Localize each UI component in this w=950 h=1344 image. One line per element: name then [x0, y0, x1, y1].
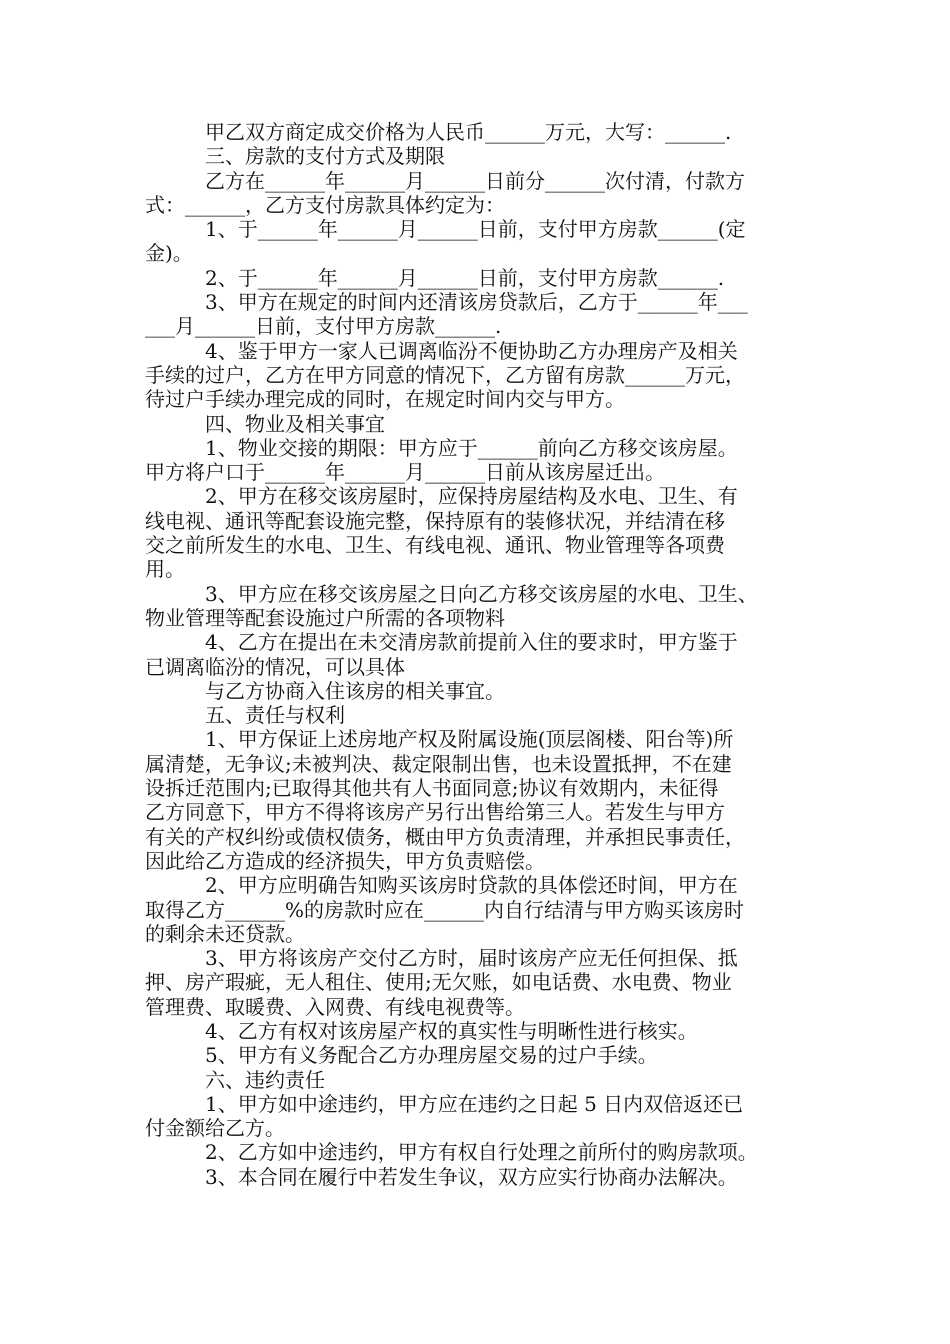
- text-line: 3、甲方将该房产交付乙方时，届时该房产应无任何担保、抵: [145, 946, 738, 971]
- text-line: 3、甲方在规定的时间内还清该房贷款后，乙方于______年___: [145, 290, 748, 315]
- text-line: 2、甲方应明确告知购买该房时贷款的具体偿还时间，甲方在: [145, 873, 738, 898]
- text-line: 押、房产瑕疵，无人租住、使用;无欠账，如电话费、水电费、物业: [145, 970, 732, 995]
- text-line: 交之前所发生的水电、卫生、有线电视、通讯、物业管理等各项费: [145, 533, 725, 558]
- text-line: 因此给乙方造成的经济损失，甲方负责赔偿。: [145, 848, 545, 873]
- text-line: 设拆迁范围内;已取得其他共有人书面同意;协议有效期内，未征得: [145, 776, 719, 801]
- text-line: 物业管理等配套设施过户所需的各项物料: [145, 605, 505, 630]
- text-line: 乙方同意下，甲方不得将该房产另行出售给第三人。若发生与甲方: [145, 800, 725, 825]
- text-line: 的剩余未还贷款。: [145, 921, 305, 946]
- contract-body: [145, 120, 810, 1189]
- text-line: 1、甲方保证上述房地产权及附属设施(顶层阁楼、阳台等)所: [145, 727, 734, 752]
- text-line: 六、违约责任: [145, 1067, 325, 1092]
- text-line: 式：______，乙方支付房款具体约定为：: [145, 192, 505, 217]
- text-line: 管理费、取暖费、入网费、有线电视费等。: [145, 994, 525, 1019]
- text-line: 已调离临汾的情况，可以具体: [145, 654, 405, 679]
- text-line: 5、甲方有义务配合乙方办理房屋交易的过户手续。: [145, 1043, 658, 1068]
- text-line: ___月______日前，支付甲方房款______.: [145, 314, 502, 339]
- text-line: 2、乙方如中途违约，甲方有权自行处理之前所付的购房款项。: [145, 1140, 758, 1165]
- text-line: 甲乙双方商定成交价格为人民币______万元，大写：______.: [145, 120, 732, 144]
- text-line: 用。: [145, 557, 185, 582]
- text-line: 2、甲方在移交该房屋时，应保持房屋结构及水电、卫生、有: [145, 484, 738, 509]
- text-line: 3、甲方应在移交该房屋之日向乙方移交该房屋的水电、卫生、: [145, 581, 758, 606]
- text-line: 待过户手续办理完成的同时，在规定时间内交与甲方。: [145, 387, 625, 412]
- text-line: 线电视、通讯等配套设施完整，保持原有的装修状况，并结清在移: [145, 508, 725, 533]
- text-line: 乙方在______年______月______日前分______次付清，付款方: [145, 168, 745, 193]
- text-line: 1、物业交接的期限：甲方应于______前向乙方移交该房屋。: [145, 435, 738, 460]
- text-line: 2、于______年______月______日前，支付甲方房款______.: [145, 265, 725, 290]
- text-line: 4、鉴于甲方一家人已调离临汾不便协助乙方办理房产及相关: [145, 338, 738, 363]
- text-line: 1、于______年______月______日前，支付甲方房款______(定: [145, 217, 746, 242]
- text-line: 属清楚，无争议;未被判决、裁定限制出售，也未设置抵押，不在建: [145, 751, 732, 776]
- text-line: 4、乙方有权对该房屋产权的真实性与明晰性进行核实。: [145, 1018, 698, 1043]
- text-line: 四、物业及相关事宜: [145, 411, 385, 436]
- text-line: 甲方将户口于______年______月______日前从该房屋迁出。: [145, 460, 665, 485]
- text-line: 金)。: [145, 241, 193, 266]
- text-line: 三、房款的支付方式及期限: [145, 144, 445, 169]
- text-line: 五、责任与权利: [145, 703, 345, 728]
- text-line: 有关的产权纠纷或债权债务，概由甲方负责清理，并承担民事责任，: [145, 824, 745, 849]
- text-line: 1、甲方如中途违约，甲方应在违约之日起 5 日内双倍返还已: [145, 1091, 744, 1116]
- text-line: 付金额给乙方。: [145, 1116, 285, 1141]
- text-line: 4、乙方在提出在未交清房款前提前入住的要求时，甲方鉴于: [145, 630, 738, 655]
- text-line: 手续的过户，乙方在甲方同意的情况下，乙方留有房款______万元，: [145, 362, 745, 387]
- text-line: 3、本合同在履行中若发生争议，双方应实行协商办法解决。: [145, 1164, 738, 1189]
- text-line: 与乙方协商入住该房的相关事宜。: [145, 678, 505, 703]
- text-line: 取得乙方______%的房款时应在______内自行结清与甲方购买该房时: [145, 897, 745, 922]
